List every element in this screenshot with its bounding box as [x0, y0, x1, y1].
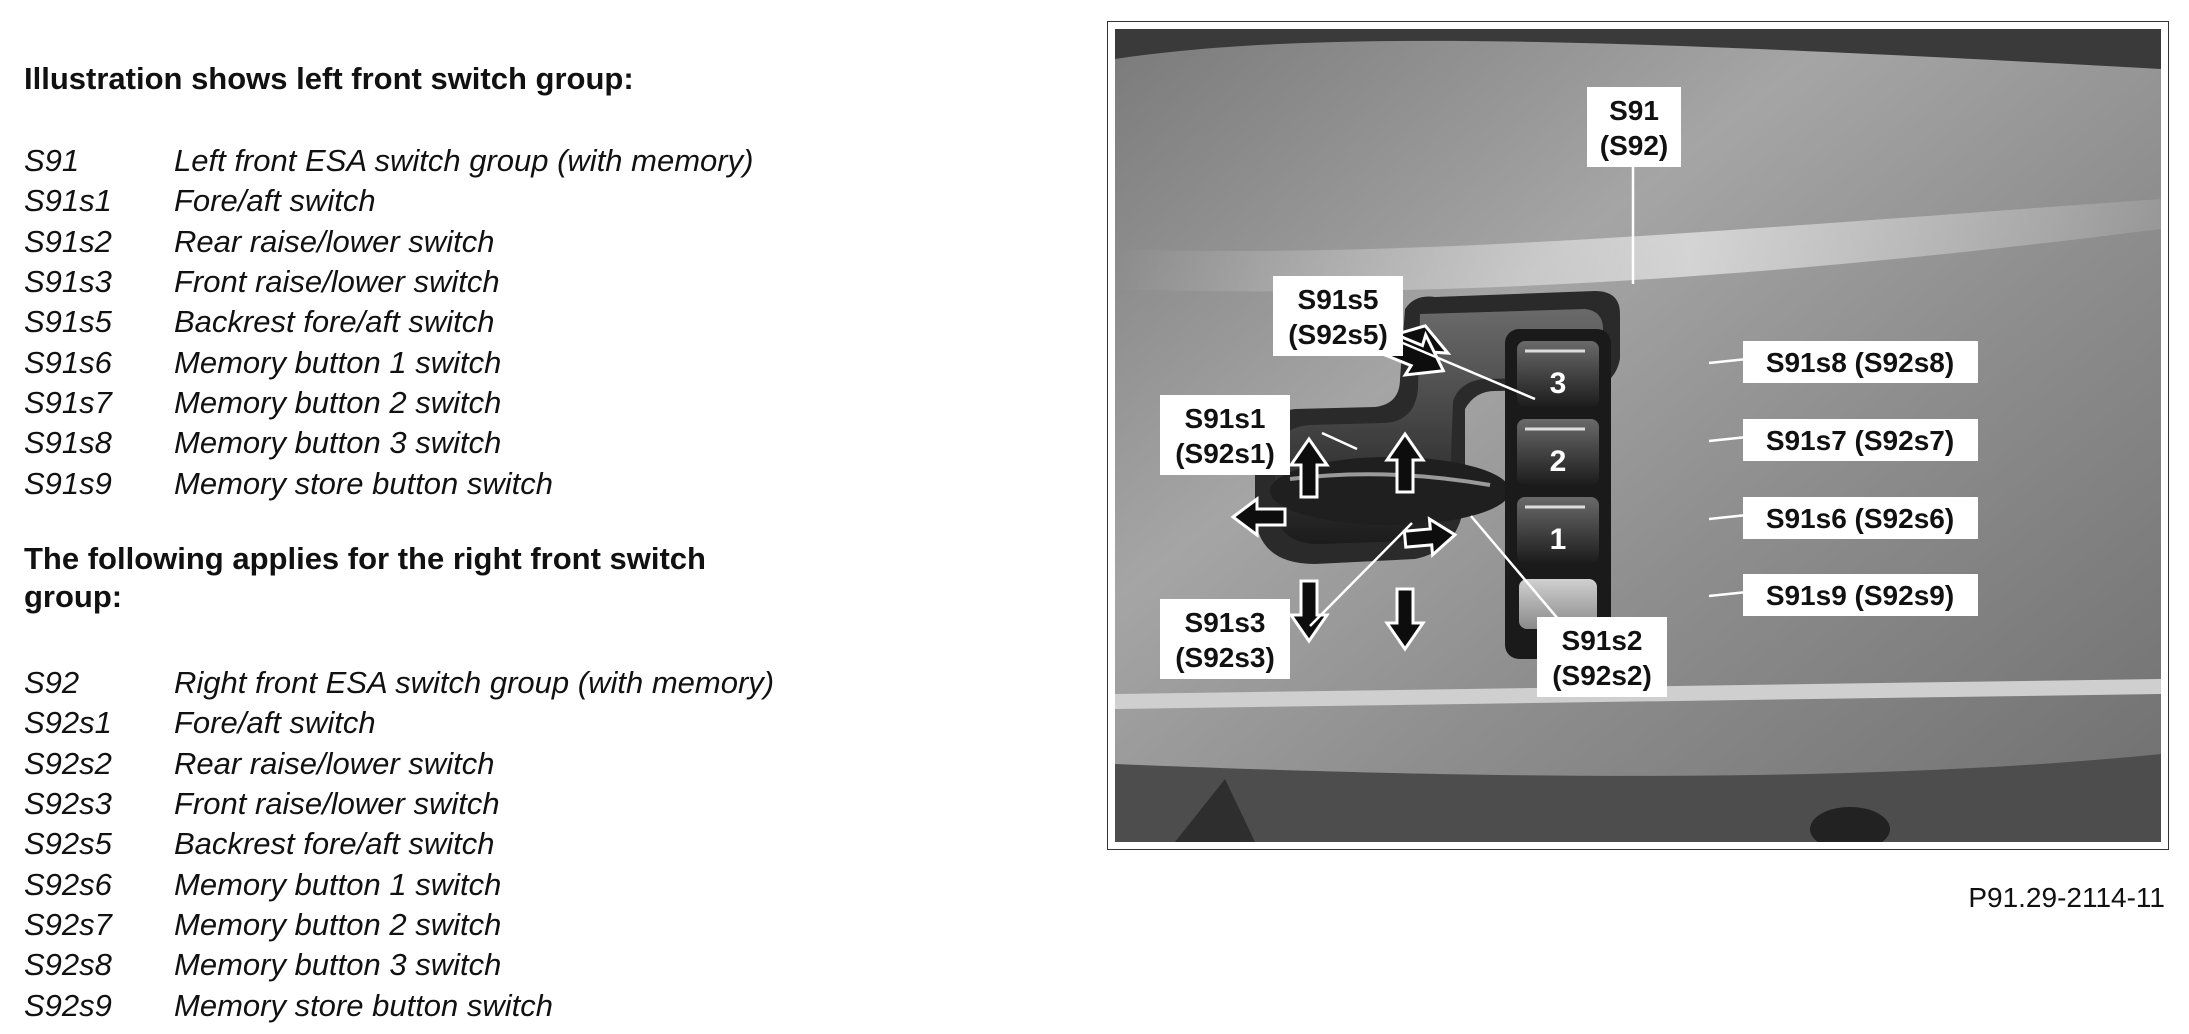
leader-s9: [1709, 592, 1747, 596]
label-s2-line1: S91s2: [1561, 625, 1643, 656]
item-description: Memory button 1 switch: [174, 344, 502, 380]
list-item: [24, 342, 753, 382]
list-item: [24, 141, 753, 181]
item-code: S91: [24, 143, 80, 179]
right-group-heading: The following applies for the right front switch group:: [24, 541, 706, 614]
list-item: [24, 703, 774, 743]
figure-reference: P91.29-2114-11: [1968, 882, 2165, 913]
item-description: Rear raise/lower switch: [174, 745, 495, 781]
label-s5-line1: S91s5: [1297, 284, 1379, 315]
item-description: Memory button 2 switch: [174, 384, 502, 420]
item-description: Memory button 2 switch: [174, 906, 502, 942]
label-s8: S91s8 (S92s8): [1765, 347, 1955, 378]
label-s5-line2: (S92s5): [1288, 319, 1388, 350]
item-code: S91s8: [24, 425, 112, 461]
item-description: Backrest fore/aft switch: [174, 826, 495, 862]
label-s2-line2: (S92s2): [1552, 660, 1652, 691]
button-2-number: 2: [1549, 445, 1567, 478]
list-item: [24, 864, 774, 904]
label-s7: S91s7 (S92s7): [1765, 425, 1955, 456]
list-item: [24, 985, 774, 1025]
leader-lines: [1310, 159, 1747, 639]
list-item: [24, 744, 774, 784]
list-item: [24, 423, 753, 463]
item-description: Fore/aft switch: [174, 183, 376, 219]
list-item: [24, 784, 774, 824]
item-code: S91s2: [24, 223, 112, 259]
leader-s5: [1398, 341, 1535, 399]
label-s3-line2: (S92s3): [1175, 642, 1275, 673]
list-item: [24, 383, 753, 423]
item-description: Memory button 1 switch: [174, 866, 502, 902]
item-code: S91s5: [24, 304, 112, 340]
item-code: S92s6: [24, 866, 112, 902]
list-item: [24, 302, 753, 342]
item-code: S91s6: [24, 344, 112, 380]
item-description: Front raise/lower switch: [174, 264, 500, 300]
label-s3-line1: S91s3: [1184, 607, 1266, 638]
item-code: S92s3: [24, 786, 112, 822]
item-code: S92s1: [24, 705, 112, 741]
callout-layer: [1115, 29, 2161, 842]
list-item: [24, 181, 753, 221]
label-s1-line1: S91s1: [1184, 403, 1266, 434]
leader-s3: [1310, 523, 1412, 626]
leader-s7: [1709, 437, 1747, 441]
item-code: S92s7: [24, 906, 112, 942]
button-1-number: 1: [1549, 523, 1567, 556]
switch-group-illustration: [1107, 21, 2169, 850]
leader-s6: [1709, 515, 1747, 519]
item-code: S91s9: [24, 465, 112, 501]
list-item: [24, 905, 774, 945]
list-item: [24, 463, 753, 503]
label-s9: S91s9 (S92s9): [1765, 580, 1955, 611]
item-code: S92s9: [24, 987, 112, 1023]
label-group-line2: (S92): [1599, 130, 1669, 161]
item-code: S91s7: [24, 384, 112, 420]
item-code: S92s2: [24, 745, 112, 781]
list-item: [24, 222, 753, 262]
item-description: Rear raise/lower switch: [174, 223, 495, 259]
item-code: S92: [24, 665, 80, 701]
left-group-list: [24, 141, 753, 504]
item-description: Memory button 3 switch: [174, 425, 502, 461]
left-group-heading: Illustration shows left front switch group:: [24, 61, 634, 96]
leader-s8: [1709, 359, 1747, 363]
list-item: [24, 262, 753, 302]
list-item: [24, 824, 774, 864]
item-description: Backrest fore/aft switch: [174, 304, 495, 340]
item-code: S91s1: [24, 183, 112, 219]
item-code: S92s5: [24, 826, 112, 862]
item-description: Memory store button switch: [174, 987, 554, 1023]
item-description: Memory button 3 switch: [174, 947, 502, 983]
item-code: S92s8: [24, 947, 112, 983]
item-code: S91s3: [24, 264, 112, 300]
label-group-line1: S91: [1609, 95, 1659, 126]
label-s1-line2: (S92s1): [1175, 438, 1275, 469]
item-description: Memory store button switch: [174, 465, 554, 501]
item-description: Right front ESA switch group (with memory): [174, 665, 775, 701]
button-3-number: 3: [1549, 367, 1567, 400]
list-item: [24, 663, 774, 703]
item-description: Front raise/lower switch: [174, 786, 500, 822]
label-s6: S91s6 (S92s6): [1765, 503, 1955, 534]
item-description: Fore/aft switch: [174, 705, 376, 741]
leader-s1: [1322, 433, 1357, 449]
list-item: [24, 945, 774, 985]
item-description: Left front ESA switch group (with memory): [174, 143, 754, 179]
right-group-list: [24, 663, 774, 1026]
